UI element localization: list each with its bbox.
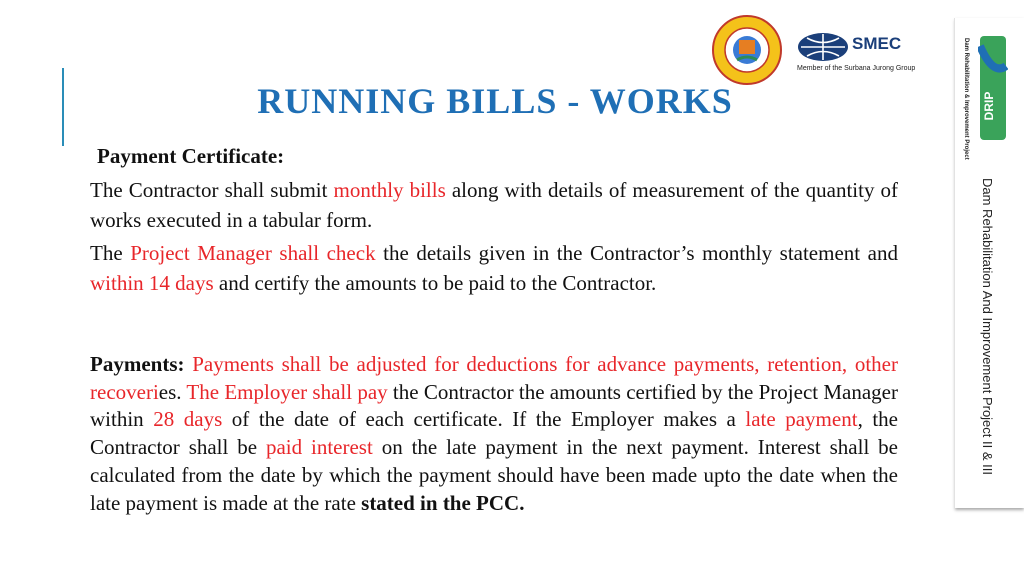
- body-text: , the Contractor shall be: [90, 407, 899, 460]
- body-text: and certify the amounts to be paid to the Contractor.: [213, 271, 657, 296]
- smec-name: SMEC: [852, 34, 902, 53]
- slide-title: RUNNING BILLS - WORKS: [257, 81, 733, 121]
- body-text: along with details of measurement of the quantity of works executed in a tabular form.: [90, 178, 899, 232]
- highlighted-text: The Employer shall pay: [186, 379, 388, 404]
- payments-label: Payments:: [90, 352, 185, 376]
- highlighted-text: monthly bills: [333, 178, 446, 202]
- body-text: the details given in the Contractor’s monthly statement and: [375, 241, 898, 265]
- paragraph-payments: [90, 351, 898, 517]
- body-text: the Contractor the amounts certified by the Project Manager within: [90, 379, 898, 432]
- body-text: The Contractor shall submit: [90, 178, 334, 202]
- highlighted-text: 28 days: [153, 407, 223, 432]
- drip-logo: [978, 36, 1008, 140]
- highlighted-text: Payments shall be adjusted for deductions for advance payments, retention, other recoveri: [90, 352, 898, 404]
- payment-certificate-heading: Payment Certificate:: [97, 144, 285, 168]
- smec-tagline: Member of the Surbana Jurong Group: [797, 65, 916, 72]
- body-text: of the date of each certificate. If the Employer makes a: [222, 407, 746, 432]
- paragraph-monthly-bills: [90, 176, 898, 236]
- highlighted-text: within 14 days: [90, 271, 214, 296]
- body-text: The: [90, 241, 131, 265]
- paragraph-pm-check: [90, 238, 898, 299]
- body-text: on the late payment in the next payment. Interest shall be calculated from the date by which the payment should have been made upto the date when the late payment is made at the rate: [90, 435, 898, 515]
- svg-text:DRIP: DRIP: [982, 91, 996, 121]
- state-emblem-logo: [711, 14, 783, 86]
- highlighted-text: late payment: [745, 407, 858, 432]
- highlighted-text: paid interest: [265, 435, 373, 460]
- body-text: es.: [158, 379, 187, 404]
- sidebar-caption: Dam Rehabilitation And Improvement Project II & III: [980, 178, 995, 475]
- highlighted-text: Project Manager shall check: [130, 241, 376, 265]
- drip-logo-text: Dam Rehabilitation & Improvement Project: [963, 38, 969, 160]
- pcc-rate-text: stated in the PCC.: [361, 490, 525, 515]
